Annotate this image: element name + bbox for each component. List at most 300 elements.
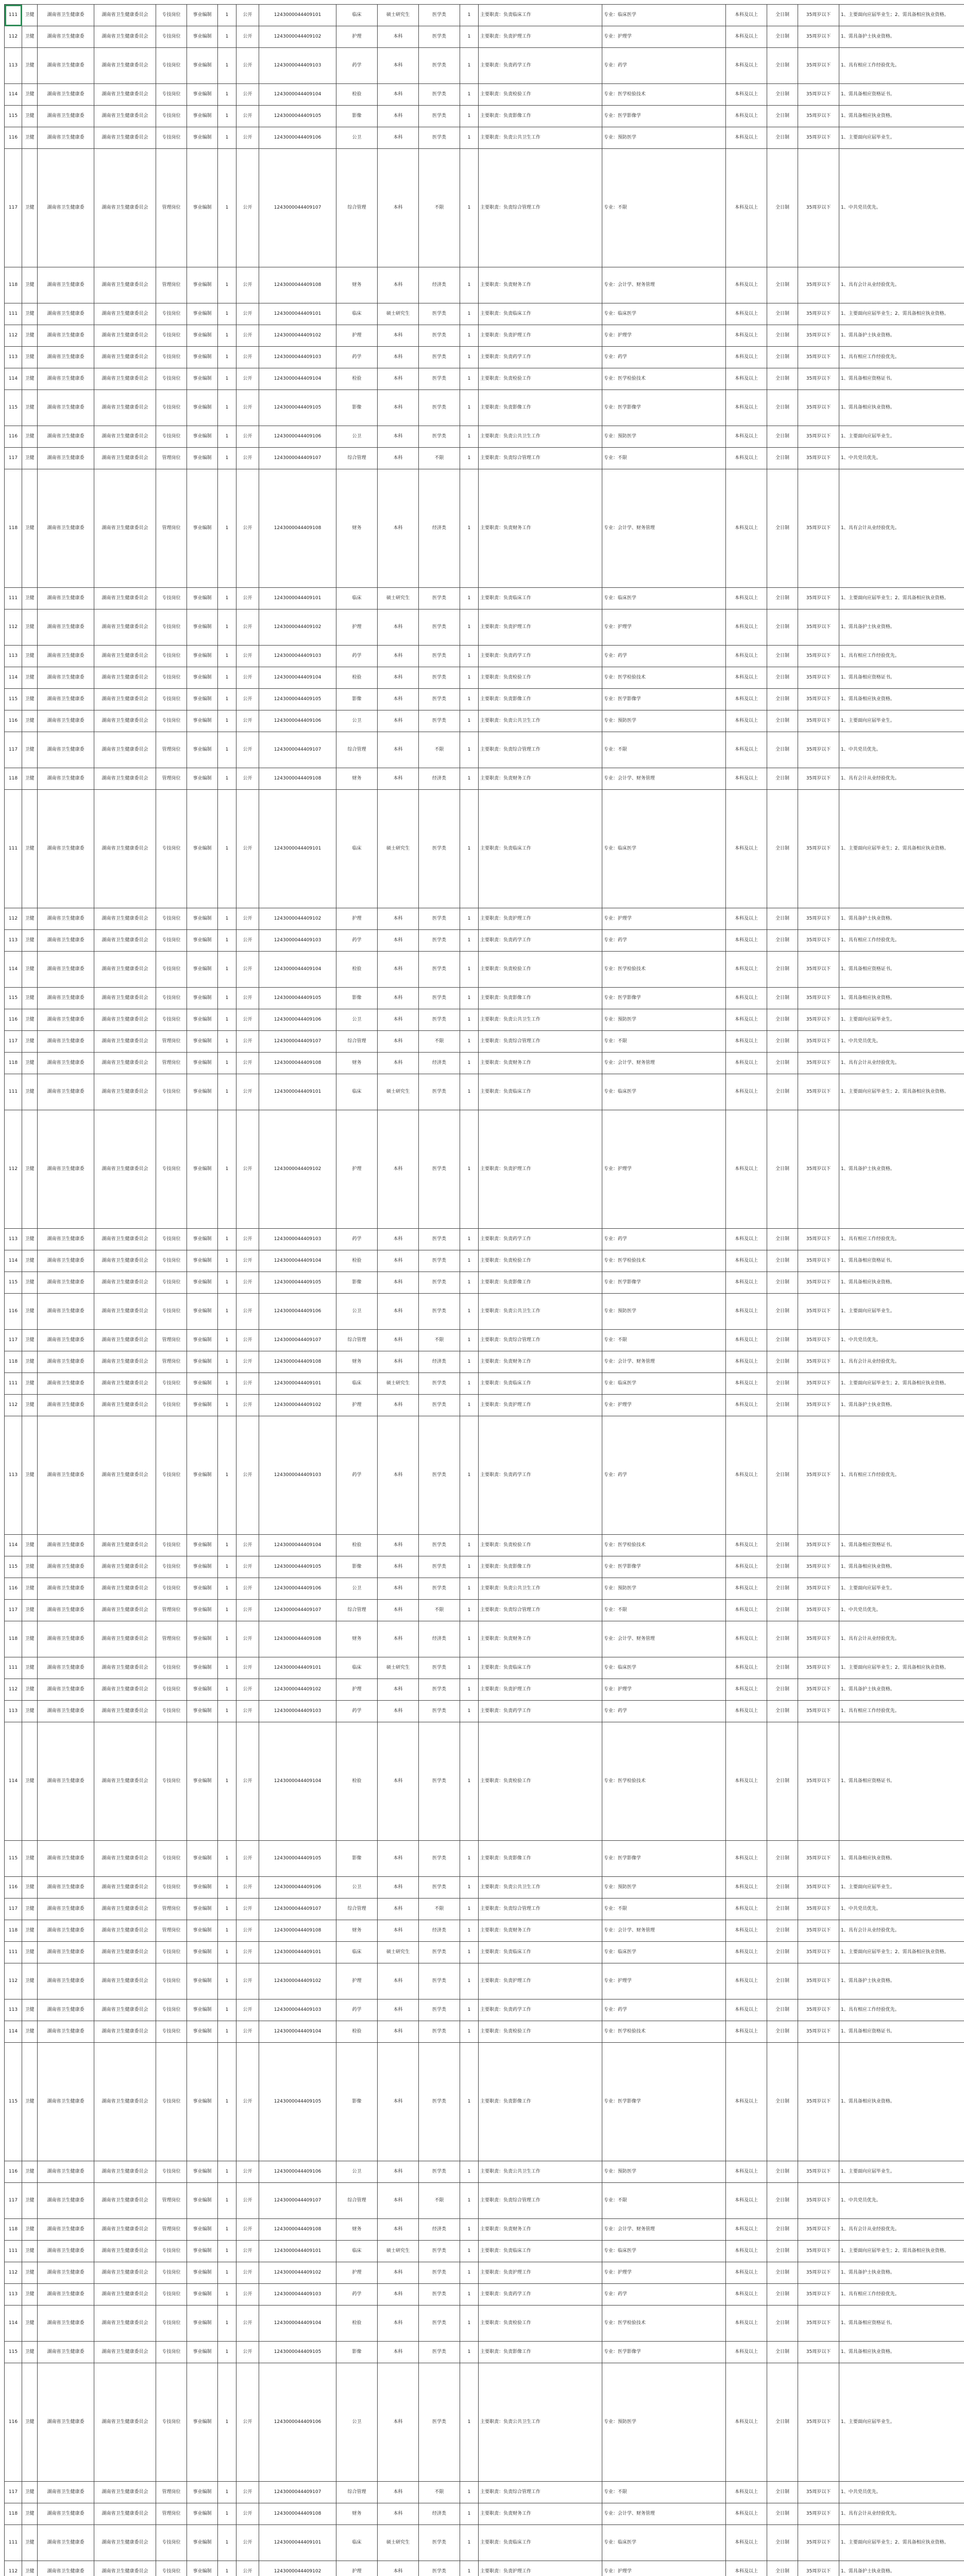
table-cell-l[interactable]: 1 <box>460 2284 479 2306</box>
table-cell-p[interactable]: 全日制 <box>767 1877 798 1899</box>
table-cell-a[interactable]: 卫健 <box>22 1294 38 1330</box>
table-cell-k[interactable]: 医学类 <box>419 1679 460 1701</box>
table-cell-g[interactable]: 公开 <box>236 1009 259 1031</box>
table-cell-n[interactable]: 专业：会计学、财务管理 <box>602 1621 726 1657</box>
table-cell-e[interactable]: 事业编制 <box>187 303 218 325</box>
table-cell-i[interactable]: 护理 <box>336 1679 378 1701</box>
table-cell-c[interactable]: 湖南省卫生健康委员会 <box>94 1250 156 1272</box>
table-cell-no[interactable]: 116 <box>5 2161 22 2183</box>
table-cell-m[interactable]: 主要职责：负责财务工作 <box>479 1351 602 1373</box>
table-cell-a[interactable]: 卫健 <box>22 347 38 368</box>
table-cell-a[interactable]: 卫健 <box>22 1578 38 1600</box>
table-cell-q[interactable]: 35周岁以下 <box>798 368 839 390</box>
table-cell-c[interactable]: 湖南省卫生健康委员会 <box>94 952 156 988</box>
table-cell-no[interactable]: 115 <box>5 106 22 127</box>
table-cell-h[interactable]: 1243000044409107 <box>259 1031 336 1053</box>
table-cell-i[interactable]: 检验 <box>336 667 378 689</box>
table-cell-k[interactable]: 经济类 <box>419 267 460 303</box>
table-cell-f[interactable]: 1 <box>218 1578 236 1600</box>
table-cell-i[interactable]: 财务 <box>336 768 378 790</box>
table-cell-b[interactable]: 湖南省卫生健康委 <box>38 325 94 347</box>
table-cell-r[interactable]: 1、中共党员优先。 <box>839 1330 964 1351</box>
table-cell-g[interactable]: 公开 <box>236 2262 259 2284</box>
table-cell-e[interactable]: 事业编制 <box>187 1999 218 2021</box>
table-cell-f[interactable]: 1 <box>218 1074 236 1110</box>
table-cell-p[interactable]: 全日制 <box>767 1330 798 1351</box>
table-cell-r[interactable]: 1、中共党员优先。 <box>839 149 964 267</box>
table-cell-q[interactable]: 35周岁以下 <box>798 1701 839 1722</box>
table-cell-g[interactable]: 公开 <box>236 2561 259 2576</box>
table-cell-k[interactable]: 医学类 <box>419 2561 460 2576</box>
table-cell-i[interactable]: 检验 <box>336 1722 378 1841</box>
table-cell-p[interactable]: 全日制 <box>767 1416 798 1535</box>
table-cell-c[interactable]: 湖南省卫生健康委员会 <box>94 1701 156 1722</box>
table-cell-r[interactable]: 1、具有会计从业经验优先。 <box>839 1920 964 1942</box>
table-cell-d[interactable]: 专技岗位 <box>156 1395 187 1416</box>
table-cell-no[interactable]: 113 <box>5 1999 22 2021</box>
table-cell-j[interactable]: 本科 <box>378 1351 419 1373</box>
table-cell-a[interactable]: 卫健 <box>22 390 38 426</box>
table-cell-e[interactable]: 事业编制 <box>187 1942 218 1963</box>
table-cell-l[interactable]: 1 <box>460 2503 479 2525</box>
table-cell-l[interactable]: 1 <box>460 588 479 609</box>
table-cell-q[interactable]: 35周岁以下 <box>798 303 839 325</box>
table-cell-o[interactable]: 本科及以上 <box>726 2183 767 2219</box>
table-cell-l[interactable]: 1 <box>460 930 479 952</box>
table-cell-a[interactable]: 卫健 <box>22 930 38 952</box>
table-cell-j[interactable]: 本科 <box>378 1031 419 1053</box>
table-cell-f[interactable]: 1 <box>218 469 236 588</box>
table-cell-n[interactable]: 专业：不限 <box>602 1899 726 1920</box>
table-cell-g[interactable]: 公开 <box>236 732 259 768</box>
table-cell-k[interactable]: 医学类 <box>419 710 460 732</box>
table-cell-h[interactable]: 1243000044409108 <box>259 2503 336 2525</box>
table-cell-f[interactable]: 1 <box>218 952 236 988</box>
table-cell-n[interactable]: 专业：不限 <box>602 1031 726 1053</box>
table-cell-l[interactable]: 1 <box>460 1701 479 1722</box>
table-cell-p[interactable]: 全日制 <box>767 48 798 84</box>
table-cell-k[interactable]: 医学类 <box>419 1416 460 1535</box>
table-cell-m[interactable]: 主要职责：负责财务工作 <box>479 267 602 303</box>
table-cell-h[interactable]: 1243000044409104 <box>259 368 336 390</box>
table-cell-e[interactable]: 事业编制 <box>187 1294 218 1330</box>
table-cell-r[interactable]: 1、需具备相应资格证书。 <box>839 1250 964 1272</box>
table-cell-e[interactable]: 事业编制 <box>187 1416 218 1535</box>
table-cell-g[interactable]: 公开 <box>236 1600 259 1621</box>
table-cell-h[interactable]: 1243000044409106 <box>259 127 336 149</box>
table-cell-p[interactable]: 全日制 <box>767 1600 798 1621</box>
table-cell-p[interactable]: 全日制 <box>767 646 798 667</box>
table-cell-h[interactable]: 1243000044409106 <box>259 710 336 732</box>
table-cell-b[interactable]: 湖南省卫生健康委 <box>38 1373 94 1395</box>
table-cell-n[interactable]: 专业：医学检验技术 <box>602 667 726 689</box>
table-cell-no[interactable]: 116 <box>5 1294 22 1330</box>
table-cell-p[interactable]: 全日制 <box>767 1250 798 1272</box>
table-cell-a[interactable]: 卫健 <box>22 1942 38 1963</box>
table-cell-b[interactable]: 湖南省卫生健康委 <box>38 667 94 689</box>
table-cell-k[interactable]: 医学类 <box>419 1110 460 1229</box>
table-cell-d[interactable]: 专技岗位 <box>156 1657 187 1679</box>
table-cell-i[interactable]: 财务 <box>336 267 378 303</box>
table-cell-r[interactable]: 1、中共党员优先。 <box>839 1899 964 1920</box>
table-cell-i[interactable]: 公卫 <box>336 1294 378 1330</box>
table-cell-k[interactable]: 经济类 <box>419 1351 460 1373</box>
table-cell-i[interactable]: 公卫 <box>336 710 378 732</box>
table-cell-p[interactable]: 全日制 <box>767 2482 798 2503</box>
table-cell-c[interactable]: 湖南省卫生健康委员会 <box>94 2284 156 2306</box>
table-cell-l[interactable]: 1 <box>460 149 479 267</box>
table-cell-h[interactable]: 1243000044409106 <box>259 1578 336 1600</box>
table-cell-p[interactable]: 全日制 <box>767 1657 798 1679</box>
table-cell-h[interactable]: 1243000044409105 <box>259 106 336 127</box>
table-cell-i[interactable]: 影像 <box>336 390 378 426</box>
table-cell-f[interactable]: 1 <box>218 588 236 609</box>
table-cell-b[interactable]: 湖南省卫生健康委 <box>38 1229 94 1250</box>
table-cell-h[interactable]: 1243000044409102 <box>259 325 336 347</box>
table-cell-b[interactable]: 湖南省卫生健康委 <box>38 930 94 952</box>
table-cell-n[interactable]: 专业：医学检验技术 <box>602 952 726 988</box>
table-cell-m[interactable]: 主要职责：负责检验工作 <box>479 84 602 106</box>
table-cell-p[interactable]: 全日制 <box>767 1110 798 1229</box>
table-cell-n[interactable]: 专业：预防医学 <box>602 426 726 448</box>
table-cell-a[interactable]: 卫健 <box>22 988 38 1009</box>
table-cell-no[interactable]: 114 <box>5 952 22 988</box>
table-cell-c[interactable]: 湖南省卫生健康委员会 <box>94 930 156 952</box>
table-cell-i[interactable]: 影像 <box>336 2043 378 2161</box>
table-cell-p[interactable]: 全日制 <box>767 667 798 689</box>
table-cell-k[interactable]: 医学类 <box>419 646 460 667</box>
table-cell-p[interactable]: 全日制 <box>767 1351 798 1373</box>
table-cell-c[interactable]: 湖南省卫生健康委员会 <box>94 1578 156 1600</box>
table-cell-q[interactable]: 35周岁以下 <box>798 768 839 790</box>
table-cell-k[interactable]: 医学类 <box>419 1373 460 1395</box>
table-cell-l[interactable]: 1 <box>460 1899 479 1920</box>
table-cell-f[interactable]: 1 <box>218 2363 236 2482</box>
table-cell-f[interactable]: 1 <box>218 267 236 303</box>
table-cell-h[interactable]: 1243000044409105 <box>259 988 336 1009</box>
table-cell-o[interactable]: 本科及以上 <box>726 1294 767 1330</box>
table-cell-b[interactable]: 湖南省卫生健康委 <box>38 2561 94 2576</box>
table-cell-h[interactable]: 1243000044409102 <box>259 1963 336 1999</box>
table-cell-f[interactable]: 1 <box>218 2561 236 2576</box>
table-cell-a[interactable]: 卫健 <box>22 1621 38 1657</box>
table-cell-h[interactable]: 1243000044409101 <box>259 2525 336 2561</box>
table-cell-c[interactable]: 湖南省卫生健康委员会 <box>94 368 156 390</box>
table-cell-m[interactable]: 主要职责：负责综合管理工作 <box>479 2482 602 2503</box>
table-cell-b[interactable]: 湖南省卫生健康委 <box>38 1701 94 1722</box>
table-cell-j[interactable]: 本科 <box>378 1053 419 1074</box>
table-cell-m[interactable]: 主要职责：负责药学工作 <box>479 646 602 667</box>
table-cell-h[interactable]: 1243000044409107 <box>259 1899 336 1920</box>
table-cell-j[interactable]: 本科 <box>378 1395 419 1416</box>
table-cell-d[interactable]: 专技岗位 <box>156 127 187 149</box>
table-cell-h[interactable]: 1243000044409105 <box>259 1556 336 1578</box>
table-cell-o[interactable]: 本科及以上 <box>726 790 767 908</box>
table-cell-f[interactable]: 1 <box>218 149 236 267</box>
table-cell-o[interactable]: 本科及以上 <box>726 2241 767 2262</box>
table-cell-a[interactable]: 卫健 <box>22 1999 38 2021</box>
table-cell-d[interactable]: 专技岗位 <box>156 609 187 646</box>
table-cell-o[interactable]: 本科及以上 <box>726 1351 767 1373</box>
table-cell-no[interactable]: 118 <box>5 469 22 588</box>
table-cell-c[interactable]: 湖南省卫生健康委员会 <box>94 303 156 325</box>
table-cell-e[interactable]: 事业编制 <box>187 988 218 1009</box>
table-cell-a[interactable]: 卫健 <box>22 1722 38 1841</box>
table-cell-p[interactable]: 全日制 <box>767 1963 798 1999</box>
table-cell-a[interactable]: 卫健 <box>22 1899 38 1920</box>
table-cell-g[interactable]: 公开 <box>236 2183 259 2219</box>
table-cell-j[interactable]: 本科 <box>378 448 419 469</box>
table-cell-l[interactable]: 1 <box>460 1074 479 1110</box>
table-cell-q[interactable]: 35周岁以下 <box>798 1999 839 2021</box>
table-cell-o[interactable]: 本科及以上 <box>726 48 767 84</box>
table-cell-h[interactable]: 1243000044409105 <box>259 2342 336 2363</box>
table-cell-j[interactable]: 本科 <box>378 426 419 448</box>
table-cell-n[interactable]: 专业：药学 <box>602 1701 726 1722</box>
table-cell-g[interactable]: 公开 <box>236 1556 259 1578</box>
table-cell-n[interactable]: 专业：会计学、财务管理 <box>602 1920 726 1942</box>
table-cell-b[interactable]: 湖南省卫生健康委 <box>38 646 94 667</box>
table-cell-j[interactable]: 本科 <box>378 1920 419 1942</box>
table-cell-i[interactable]: 综合管理 <box>336 1330 378 1351</box>
table-cell-g[interactable]: 公开 <box>236 1373 259 1395</box>
table-cell-h[interactable]: 1243000044409108 <box>259 1621 336 1657</box>
table-cell-p[interactable]: 全日制 <box>767 2525 798 2561</box>
table-cell-no[interactable]: 114 <box>5 2021 22 2043</box>
table-cell-c[interactable]: 湖南省卫生健康委员会 <box>94 469 156 588</box>
table-cell-k[interactable]: 医学类 <box>419 2241 460 2262</box>
table-cell-f[interactable]: 1 <box>218 1920 236 1942</box>
table-cell-q[interactable]: 35周岁以下 <box>798 2561 839 2576</box>
table-cell-g[interactable]: 公开 <box>236 689 259 710</box>
table-cell-h[interactable]: 1243000044409102 <box>259 908 336 930</box>
table-cell-m[interactable]: 主要职责：负责检验工作 <box>479 2306 602 2342</box>
table-cell-q[interactable]: 35周岁以下 <box>798 1272 839 1294</box>
table-cell-h[interactable]: 1243000044409105 <box>259 1841 336 1877</box>
table-cell-r[interactable]: 1、具有相应工作经验优先。 <box>839 1701 964 1722</box>
table-cell-j[interactable]: 本科 <box>378 667 419 689</box>
table-cell-h[interactable]: 1243000044409104 <box>259 952 336 988</box>
table-cell-j[interactable]: 本科 <box>378 368 419 390</box>
table-cell-e[interactable]: 事业编制 <box>187 710 218 732</box>
table-cell-a[interactable]: 卫健 <box>22 1395 38 1416</box>
table-cell-m[interactable]: 主要职责：负责影像工作 <box>479 2342 602 2363</box>
table-cell-j[interactable]: 硕士研究生 <box>378 790 419 908</box>
table-cell-b[interactable]: 湖南省卫生健康委 <box>38 26 94 48</box>
table-cell-i[interactable]: 综合管理 <box>336 1600 378 1621</box>
table-cell-o[interactable]: 本科及以上 <box>726 1999 767 2021</box>
table-cell-a[interactable]: 卫健 <box>22 368 38 390</box>
table-cell-a[interactable]: 卫健 <box>22 1053 38 1074</box>
table-cell-k[interactable]: 医学类 <box>419 1294 460 1330</box>
table-cell-r[interactable]: 1、需具备相应资格证书。 <box>839 84 964 106</box>
table-cell-b[interactable]: 湖南省卫生健康委 <box>38 732 94 768</box>
table-cell-m[interactable]: 主要职责：负责公共卫生工作 <box>479 2363 602 2482</box>
table-cell-j[interactable]: 本科 <box>378 1229 419 1250</box>
table-cell-n[interactable]: 专业：临床医学 <box>602 790 726 908</box>
table-cell-l[interactable]: 1 <box>460 1110 479 1229</box>
table-cell-r[interactable]: 1、中共党员优先。 <box>839 448 964 469</box>
table-cell-e[interactable]: 事业编制 <box>187 2021 218 2043</box>
table-cell-j[interactable]: 本科 <box>378 2021 419 2043</box>
table-cell-no[interactable]: 115 <box>5 1556 22 1578</box>
table-cell-f[interactable]: 1 <box>218 2219 236 2241</box>
table-cell-m[interactable]: 主要职责：负责综合管理工作 <box>479 149 602 267</box>
table-cell-k[interactable]: 经济类 <box>419 1053 460 1074</box>
table-cell-i[interactable]: 公卫 <box>336 2363 378 2482</box>
table-cell-d[interactable]: 专技岗位 <box>156 710 187 732</box>
table-cell-q[interactable]: 35周岁以下 <box>798 790 839 908</box>
table-cell-d[interactable]: 专技岗位 <box>156 1942 187 1963</box>
table-cell-q[interactable]: 35周岁以下 <box>798 1229 839 1250</box>
table-cell-f[interactable]: 1 <box>218 1110 236 1229</box>
table-cell-l[interactable]: 1 <box>460 1294 479 1330</box>
table-cell-m[interactable]: 主要职责：负责临床工作 <box>479 1942 602 1963</box>
table-cell-m[interactable]: 主要职责：负责公共卫生工作 <box>479 1009 602 1031</box>
table-cell-m[interactable]: 主要职责：负责综合管理工作 <box>479 448 602 469</box>
table-cell-j[interactable]: 本科 <box>378 347 419 368</box>
table-cell-i[interactable]: 影像 <box>336 1272 378 1294</box>
table-cell-b[interactable]: 湖南省卫生健康委 <box>38 710 94 732</box>
table-cell-g[interactable]: 公开 <box>236 26 259 48</box>
table-cell-l[interactable]: 1 <box>460 2306 479 2342</box>
table-cell-f[interactable]: 1 <box>218 930 236 952</box>
table-cell-m[interactable]: 主要职责：负责护理工作 <box>479 609 602 646</box>
table-cell-d[interactable]: 专技岗位 <box>156 2363 187 2482</box>
table-cell-d[interactable]: 专技岗位 <box>156 1416 187 1535</box>
table-cell-q[interactable]: 35周岁以下 <box>798 1578 839 1600</box>
table-cell-q[interactable]: 35周岁以下 <box>798 347 839 368</box>
table-cell-b[interactable]: 湖南省卫生健康委 <box>38 2342 94 2363</box>
table-cell-e[interactable]: 事业编制 <box>187 2561 218 2576</box>
table-cell-i[interactable]: 药学 <box>336 930 378 952</box>
table-cell-i[interactable]: 检验 <box>336 952 378 988</box>
table-cell-q[interactable]: 35周岁以下 <box>798 2503 839 2525</box>
table-cell-q[interactable]: 35周岁以下 <box>798 988 839 1009</box>
table-cell-a[interactable]: 卫健 <box>22 1600 38 1621</box>
table-cell-f[interactable]: 1 <box>218 1272 236 1294</box>
table-cell-i[interactable]: 护理 <box>336 609 378 646</box>
table-cell-j[interactable]: 本科 <box>378 1294 419 1330</box>
table-cell-e[interactable]: 事业编制 <box>187 2342 218 2363</box>
table-cell-a[interactable]: 卫健 <box>22 84 38 106</box>
table-cell-e[interactable]: 事业编制 <box>187 469 218 588</box>
table-cell-r[interactable]: 1、中共党员优先。 <box>839 1600 964 1621</box>
table-cell-b[interactable]: 湖南省卫生健康委 <box>38 988 94 1009</box>
table-cell-p[interactable]: 全日制 <box>767 1395 798 1416</box>
table-cell-r[interactable]: 1、具有会计从业经验优先。 <box>839 2219 964 2241</box>
table-cell-i[interactable]: 综合管理 <box>336 732 378 768</box>
table-cell-q[interactable]: 35周岁以下 <box>798 149 839 267</box>
table-cell-d[interactable]: 专技岗位 <box>156 390 187 426</box>
table-cell-o[interactable]: 本科及以上 <box>726 732 767 768</box>
table-cell-j[interactable]: 本科 <box>378 26 419 48</box>
table-cell-f[interactable]: 1 <box>218 1009 236 1031</box>
table-cell-e[interactable]: 事业编制 <box>187 609 218 646</box>
table-cell-no[interactable]: 113 <box>5 930 22 952</box>
table-cell-r[interactable]: 1、主要面向应届毕业生。 <box>839 1877 964 1899</box>
table-cell-l[interactable]: 1 <box>460 48 479 84</box>
table-cell-h[interactable]: 1243000044409108 <box>259 1351 336 1373</box>
table-cell-p[interactable]: 全日制 <box>767 2043 798 2161</box>
table-cell-p[interactable]: 全日制 <box>767 952 798 988</box>
table-cell-d[interactable]: 专技岗位 <box>156 1999 187 2021</box>
table-cell-g[interactable]: 公开 <box>236 2482 259 2503</box>
table-cell-m[interactable]: 主要职责：负责药学工作 <box>479 347 602 368</box>
table-cell-o[interactable]: 本科及以上 <box>726 2561 767 2576</box>
table-cell-no[interactable]: 118 <box>5 267 22 303</box>
table-cell-p[interactable]: 全日制 <box>767 988 798 1009</box>
table-cell-h[interactable]: 1243000044409104 <box>259 84 336 106</box>
table-cell-r[interactable]: 1、需具备相应执业资格。 <box>839 2342 964 2363</box>
table-cell-g[interactable]: 公开 <box>236 426 259 448</box>
table-cell-o[interactable]: 本科及以上 <box>726 5 767 26</box>
table-cell-n[interactable]: 专业：医学检验技术 <box>602 368 726 390</box>
table-cell-r[interactable]: 1、具有会计从业经验优先。 <box>839 768 964 790</box>
table-cell-l[interactable]: 1 <box>460 1877 479 1899</box>
table-cell-d[interactable]: 管理岗位 <box>156 1600 187 1621</box>
table-cell-a[interactable]: 卫健 <box>22 1229 38 1250</box>
table-cell-n[interactable]: 专业：临床医学 <box>602 1373 726 1395</box>
table-cell-i[interactable]: 财务 <box>336 2503 378 2525</box>
table-cell-r[interactable]: 1、主要面向应届毕业生；2、需具备相应执业资格。 <box>839 1657 964 1679</box>
table-cell-e[interactable]: 事业编制 <box>187 127 218 149</box>
table-cell-c[interactable]: 湖南省卫生健康委员会 <box>94 1556 156 1578</box>
table-cell-k[interactable]: 经济类 <box>419 2503 460 2525</box>
table-cell-g[interactable]: 公开 <box>236 5 259 26</box>
table-cell-q[interactable]: 35周岁以下 <box>798 2363 839 2482</box>
table-cell-b[interactable]: 湖南省卫生健康委 <box>38 1330 94 1351</box>
table-cell-j[interactable]: 本科 <box>378 1250 419 1272</box>
table-cell-a[interactable]: 卫健 <box>22 426 38 448</box>
table-cell-a[interactable]: 卫健 <box>22 1535 38 1556</box>
table-cell-no[interactable]: 117 <box>5 732 22 768</box>
table-cell-f[interactable]: 1 <box>218 2262 236 2284</box>
table-cell-h[interactable]: 1243000044409103 <box>259 48 336 84</box>
table-cell-no[interactable]: 118 <box>5 1621 22 1657</box>
table-cell-p[interactable]: 全日制 <box>767 149 798 267</box>
table-cell-i[interactable]: 公卫 <box>336 127 378 149</box>
table-cell-o[interactable]: 本科及以上 <box>726 448 767 469</box>
table-cell-i[interactable]: 公卫 <box>336 1877 378 1899</box>
table-cell-e[interactable]: 事业编制 <box>187 1963 218 1999</box>
table-cell-m[interactable]: 主要职责：负责检验工作 <box>479 952 602 988</box>
table-cell-i[interactable]: 护理 <box>336 1963 378 1999</box>
table-cell-p[interactable]: 全日制 <box>767 1009 798 1031</box>
table-cell-b[interactable]: 湖南省卫生健康委 <box>38 1722 94 1841</box>
table-cell-c[interactable]: 湖南省卫生健康委员会 <box>94 2525 156 2561</box>
table-cell-e[interactable]: 事业编制 <box>187 368 218 390</box>
table-cell-g[interactable]: 公开 <box>236 149 259 267</box>
table-cell-m[interactable]: 主要职责：负责公共卫生工作 <box>479 2161 602 2183</box>
table-cell-c[interactable]: 湖南省卫生健康委员会 <box>94 1373 156 1395</box>
table-cell-b[interactable]: 湖南省卫生健康委 <box>38 368 94 390</box>
table-cell-c[interactable]: 湖南省卫生健康委员会 <box>94 689 156 710</box>
table-cell-e[interactable]: 事业编制 <box>187 2219 218 2241</box>
table-cell-c[interactable]: 湖南省卫生健康委员会 <box>94 768 156 790</box>
table-cell-no[interactable]: 111 <box>5 588 22 609</box>
table-cell-h[interactable]: 1243000044409105 <box>259 689 336 710</box>
table-cell-n[interactable]: 专业：临床医学 <box>602 5 726 26</box>
table-cell-no[interactable]: 111 <box>5 1373 22 1395</box>
table-cell-l[interactable]: 1 <box>460 325 479 347</box>
table-cell-a[interactable]: 卫健 <box>22 1657 38 1679</box>
table-cell-o[interactable]: 本科及以上 <box>726 2021 767 2043</box>
table-cell-h[interactable]: 1243000044409108 <box>259 2219 336 2241</box>
table-cell-d[interactable]: 专技岗位 <box>156 1556 187 1578</box>
table-cell-i[interactable]: 临床 <box>336 1942 378 1963</box>
table-cell-l[interactable]: 1 <box>460 2241 479 2262</box>
